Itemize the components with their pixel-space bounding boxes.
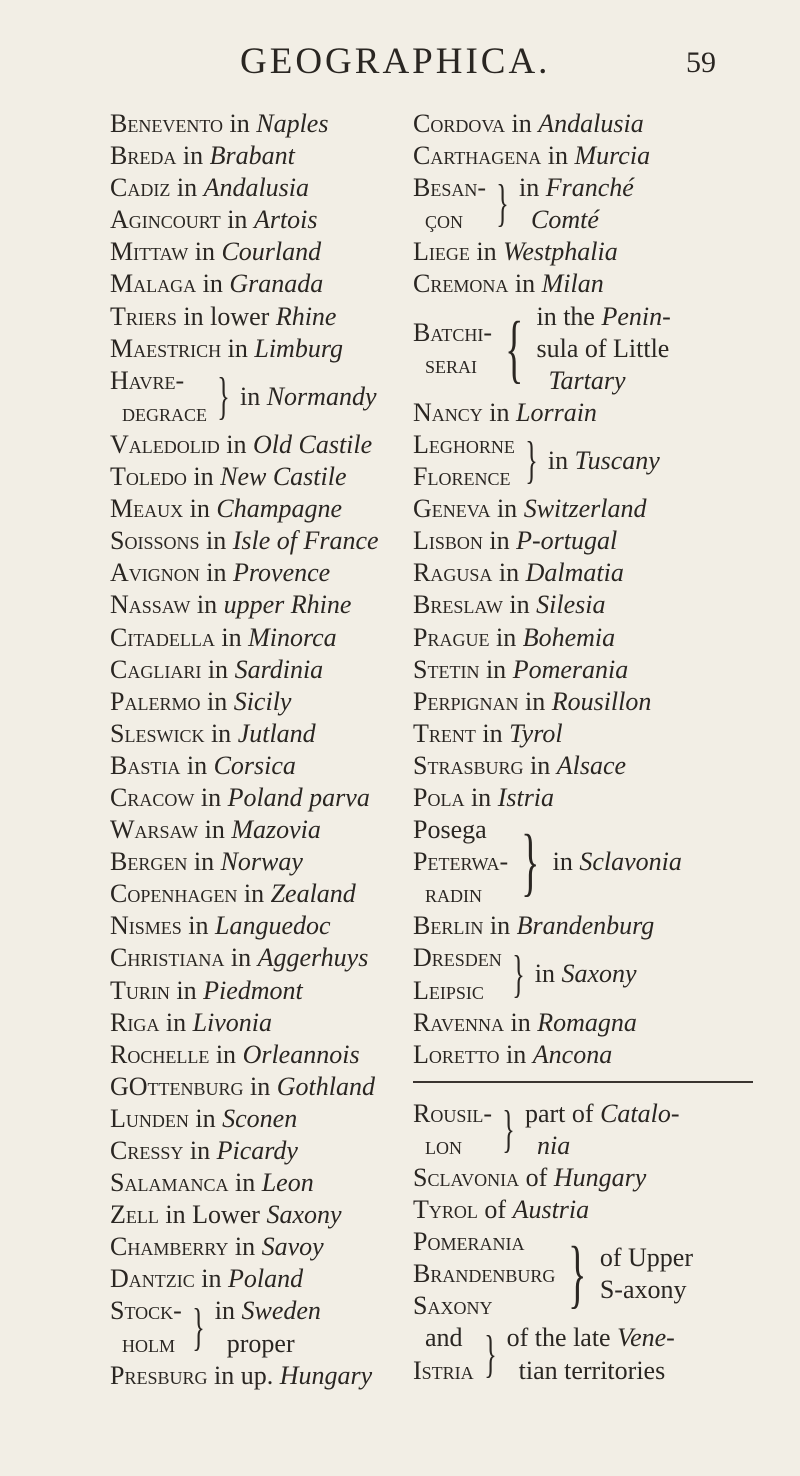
list-item: Maestrich in Limburg bbox=[110, 333, 343, 363]
list-item: Riga in Livonia bbox=[110, 1007, 273, 1037]
list-item: Copenhagen in Zealand bbox=[110, 879, 356, 909]
list-item: Dantzic in Poland bbox=[110, 1264, 304, 1294]
list-item: Lisbon in P-ortugal bbox=[413, 526, 618, 556]
list-item: Bergen in Norway bbox=[110, 847, 303, 877]
list-item: Lunden in Sconen bbox=[110, 1103, 298, 1133]
brace-glyph: } bbox=[568, 1232, 587, 1317]
group-name: lon bbox=[425, 1130, 462, 1160]
brace-glyph: } bbox=[502, 1100, 515, 1158]
list-item: Rochelle in Orleannois bbox=[110, 1039, 360, 1069]
list-item: Breda in Brabant bbox=[110, 141, 295, 171]
list-item: Cracow in Poland parva bbox=[110, 782, 370, 812]
group-name: Istria bbox=[413, 1355, 474, 1385]
group-name: Peterwa- bbox=[413, 847, 509, 877]
list-item: Agincourt in Artois bbox=[110, 205, 318, 235]
list-item-group: Havre- degrace } in Normandy bbox=[110, 365, 410, 429]
list-item: Breslaw in Silesia bbox=[413, 590, 606, 620]
list-item: Bastia in Corsica bbox=[110, 750, 296, 780]
list-item: Malaga in Granada bbox=[110, 269, 324, 299]
list-item: Cadiz in Andalusia bbox=[110, 173, 310, 203]
page-header bbox=[0, 40, 800, 90]
group-name: Stock- bbox=[110, 1296, 182, 1326]
list-item: Perpignan in Rousillon bbox=[413, 686, 652, 716]
list-item: Trent in Tyrol bbox=[413, 718, 563, 748]
group-name: Posega bbox=[413, 815, 487, 845]
group-name: radin bbox=[425, 879, 482, 909]
running-title: GEOGRAPHICA. bbox=[240, 41, 551, 82]
group-name: and bbox=[425, 1323, 463, 1353]
group-name: Dresden bbox=[413, 943, 502, 973]
list-item: Strasburg in Alsace bbox=[413, 750, 627, 780]
list-item: Cremona in Milan bbox=[413, 269, 604, 299]
brace-glyph: } bbox=[496, 175, 509, 233]
list-item: Presburg in up. Hungary bbox=[110, 1360, 373, 1390]
section-divider bbox=[413, 1081, 753, 1086]
list-item: Chamberry in Savoy bbox=[110, 1232, 324, 1262]
page-number: 59 bbox=[686, 46, 716, 79]
brace-glyph: { bbox=[505, 306, 524, 391]
list-item: Christiana in Aggerhuys bbox=[110, 943, 369, 973]
list-item: Soissons in Isle of France bbox=[110, 526, 379, 556]
list-item: Valedolid in Old Castile bbox=[110, 429, 373, 459]
list-item: Geneva in Switzerland bbox=[413, 494, 647, 524]
list-item: Salamanca in Leon bbox=[110, 1168, 314, 1198]
list-item: Palermo in Sicily bbox=[110, 686, 292, 716]
group-name: Leghorne bbox=[413, 429, 515, 459]
list-item: Nismes in Languedoc bbox=[110, 911, 331, 941]
group-name: Pomerania bbox=[413, 1227, 525, 1257]
brace-glyph: } bbox=[521, 820, 540, 905]
list-item: Meaux in Champagne bbox=[110, 494, 343, 524]
group-name: Besan- bbox=[413, 173, 487, 203]
list-item: Cordova in Andalusia bbox=[413, 109, 644, 138]
list-item: Warsaw in Mazovia bbox=[110, 815, 321, 845]
list-item-group: Leghorne Florence } in Tuscany bbox=[413, 429, 783, 493]
list-item-group: Dresden Leipsic } in Saxony bbox=[413, 942, 783, 1006]
list-item-group: Batchi- serai { in the Penin- sula of Little Tartary bbox=[413, 301, 671, 395]
list-item: Cagliari in Sardinia bbox=[110, 654, 324, 684]
list-item-group: Rousil- lon } part of Catalo- nia bbox=[413, 1098, 783, 1162]
list-item: Berlin in Brandenburg bbox=[413, 911, 655, 941]
list-item: Triers in lower Rhine bbox=[110, 301, 337, 331]
brace-glyph: } bbox=[483, 1325, 497, 1383]
list-item: Stetin in Pomerania bbox=[413, 654, 629, 684]
list-item: Loretto in Ancona bbox=[413, 1039, 613, 1069]
list-item-group: and Istria } of the late Vene- tian territories bbox=[413, 1322, 783, 1386]
list-item: GOttenburg in Gothland bbox=[110, 1071, 376, 1101]
list-item: Nassaw in upper Rhine bbox=[110, 590, 352, 620]
right-column bbox=[413, 108, 783, 1387]
group-name: degrace bbox=[122, 397, 207, 427]
brace-glyph: } bbox=[217, 367, 230, 425]
list-item: Cressy in Picardy bbox=[110, 1136, 298, 1165]
list-item: Benevento in Naples bbox=[110, 109, 329, 138]
list-item: Prague in Bohemia bbox=[413, 622, 616, 652]
list-item: Avignon in Provence bbox=[110, 558, 331, 588]
brace-glyph: } bbox=[192, 1298, 205, 1356]
list-item: Nancy in Lorrain bbox=[413, 397, 597, 427]
list-item: Ragusa in Dalmatia bbox=[413, 558, 624, 588]
list-item-group: Besan- çon } in Franché Comté bbox=[413, 172, 783, 236]
list-item: Carthagena in Murcia bbox=[413, 141, 651, 171]
group-name: Batchi- bbox=[413, 317, 492, 347]
group-name: serai bbox=[425, 349, 478, 379]
list-item: Tyrol of Austria bbox=[413, 1195, 590, 1225]
group-name: Havre- bbox=[110, 365, 185, 395]
list-item: Sclavonia of Hungary bbox=[413, 1163, 647, 1192]
list-item: Liege in Westphalia bbox=[413, 237, 618, 267]
group-name: holm bbox=[122, 1328, 175, 1358]
brace-glyph: } bbox=[512, 945, 525, 1003]
list-item: Mittaw in Courland bbox=[110, 237, 322, 267]
list-item: Pola in Istria bbox=[413, 782, 555, 812]
group-name: Florence bbox=[413, 462, 511, 492]
group-name: çon bbox=[425, 205, 464, 235]
list-item-group: Posega Peterwa- radin } in Sclavonia bbox=[413, 814, 783, 910]
list-item: Ravenna in Romagna bbox=[413, 1007, 637, 1037]
list-item: Sleswick in Jutland bbox=[110, 718, 316, 748]
list-item-group: Stock- holm } in Sweden proper bbox=[110, 1295, 410, 1359]
group-name: Rousil- bbox=[413, 1098, 492, 1128]
list-item: Toledo in New Castile bbox=[110, 462, 347, 492]
list-item-group: Pomerania Brandenburg Saxony } of Upper S-axony bbox=[413, 1226, 783, 1322]
list-item: Turin in Piedmont bbox=[110, 975, 303, 1005]
brace-glyph: } bbox=[525, 432, 538, 490]
list-item: Citadella in Minorca bbox=[110, 622, 337, 652]
group-name: Saxony bbox=[413, 1291, 493, 1321]
group-name: Leipsic bbox=[413, 975, 484, 1005]
list-item: Zell in Lower Saxony bbox=[110, 1200, 342, 1230]
group-name: Brandenburg bbox=[413, 1259, 556, 1289]
left-column bbox=[110, 108, 410, 1392]
